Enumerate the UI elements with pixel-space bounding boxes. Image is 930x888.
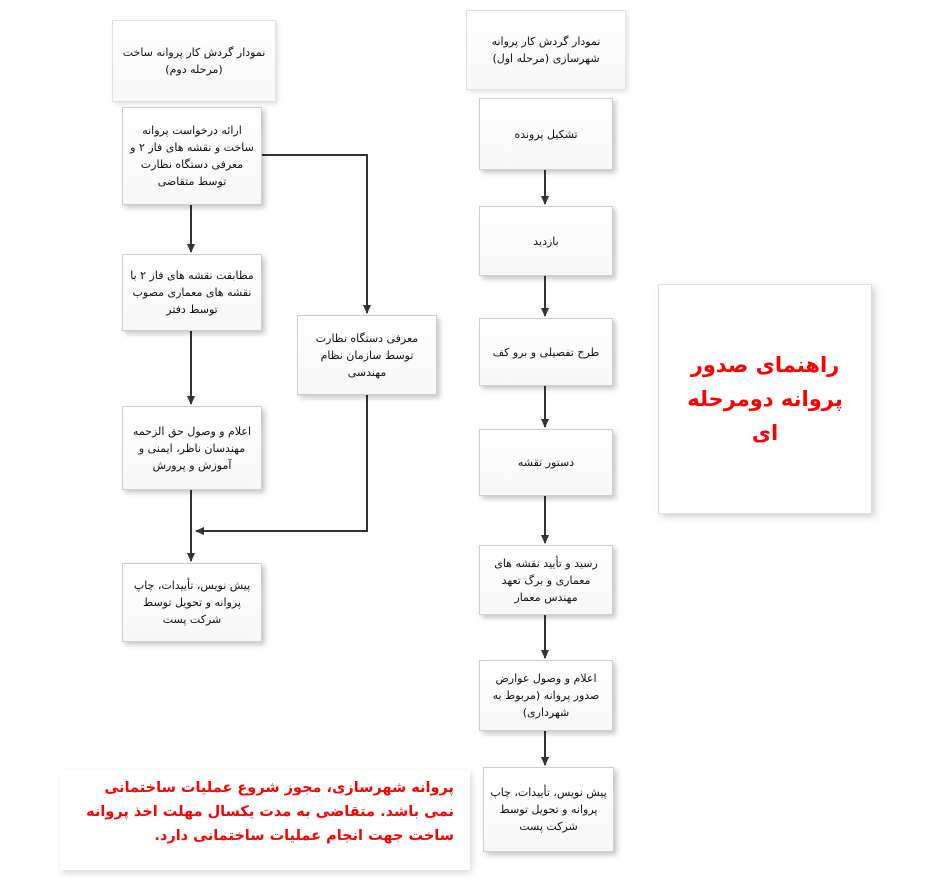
left-step-2: مطابقت نقشه های فاز ۲ با نقشه های معماری مصوب توسط دفتر xyxy=(122,254,262,331)
left-side-step: معرفی دستگاه نظارت توسط سازمان نظام مهندسی xyxy=(297,315,437,395)
left-step-3: اعلام و وصول حق الزحمه مهندسان ناظر، ایمنی و آموزش و پرورش xyxy=(122,406,262,490)
right-step-5: رسید و تأیید نقشه های معماری و برگ تعهد مهندس معمار xyxy=(479,545,613,615)
right-step-4: دستور نقشه xyxy=(479,429,613,496)
right-step-3: طرح تفصیلی و برو کف xyxy=(479,318,613,386)
arrow-branch xyxy=(262,155,367,313)
right-step-1: تشکیل پرونده xyxy=(479,98,613,170)
right-step-6: اعلام و وصول عوارض صدور پروانه (مربوط به شهرداری) xyxy=(479,660,613,731)
left-step-1: ارائه درخواست پروانه ساخت و نقشه های فاز ۲ و معرفی دستگاه نظارت توسط متقاضی xyxy=(122,107,262,205)
left-step-4: پیش نویس، تأییدات، چاپ پروانه و تحویل توسط شرکت پست xyxy=(122,563,262,642)
right-step-7: پیش نویس، تأییدات، چاپ پروانه و تحویل توسط شرکت پست xyxy=(483,767,614,852)
left-flow-header: نمودار گردش کار پروانه ساخت (مرحله دوم) xyxy=(112,20,276,102)
right-step-2: بازدید xyxy=(479,206,613,276)
guide-title-text: راهنمای صدور پروانه دومرحله ای xyxy=(687,353,843,445)
guide-title-box xyxy=(658,284,872,514)
right-flow-header: نمودار گردش کار پروانه شهرسازی (مرحله اول) xyxy=(466,10,626,90)
permit-note: پروانه شهرسازی، مجوز شروع عملیات ساختمانی نمی باشد. متقاضی به مدت یکسال مهلت اخذ پروانه ساخت جهت انجام عملیات ساختمانی دارد. xyxy=(60,770,470,870)
